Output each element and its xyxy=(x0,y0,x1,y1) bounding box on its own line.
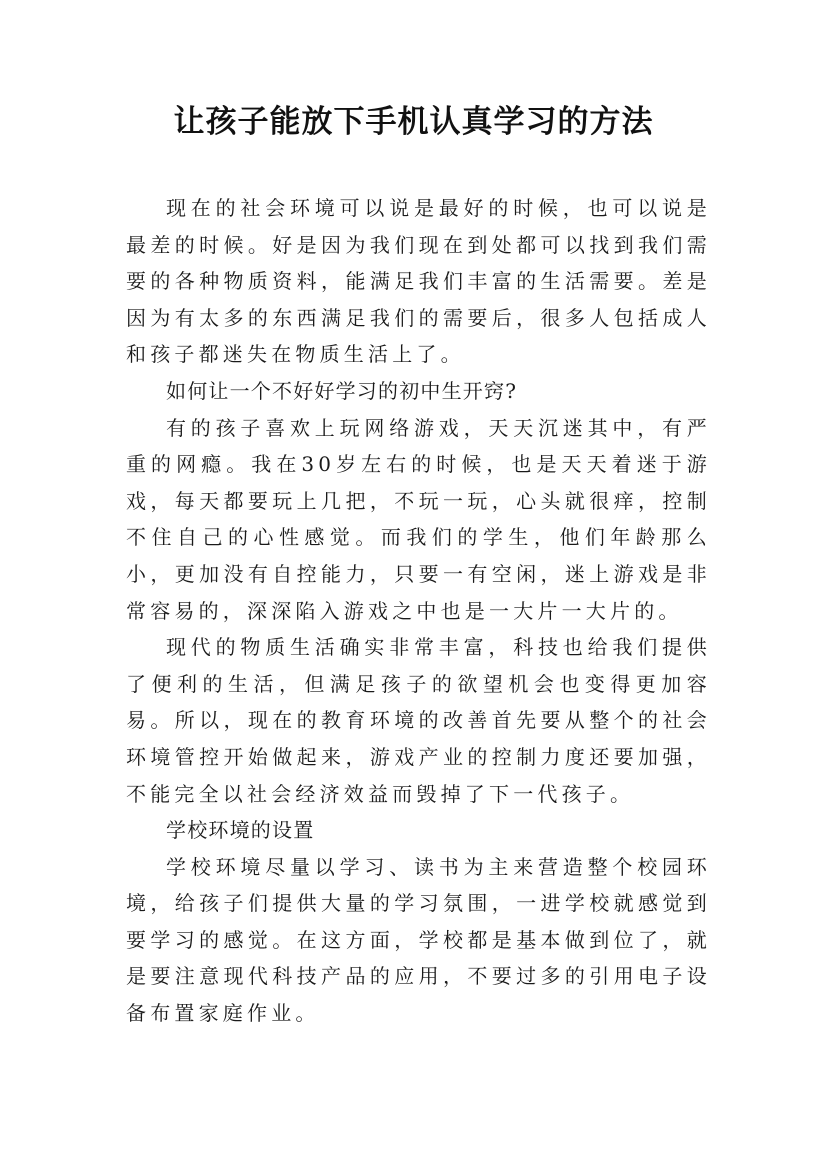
paragraph-games: 有的孩子喜欢上玩网络游戏，天天沉迷其中，有严重的网瘾。我在30岁左右的时候，也是天天着迷于游戏，每天都要玩上几把，不玩一玩，心头就很痒，控制不住自己的心性感觉。而我们的学生，他们年龄那么小，更加没有自控能力，只要一有空闲，迷上游戏是非常容易的，深深陷入游戏之中也是一大片一大片的。 xyxy=(126,415,711,623)
document-title: 让孩子能放下手机认真学习的方法 xyxy=(173,104,654,140)
paragraph-question: 如何让一个不好好学习的初中生开窍? xyxy=(166,378,518,403)
paragraph-material-life: 现代的物质生活确实非常丰富，科技也给我们提供了便利的生活，但满足孩子的欲望机会也变得更加容易。所以，现在的教育环境的改善首先要从整个的社会环境管控开始做起来，游戏产业的控制力度还要加强，不能完全以社会经济效益而毁掉了下一代孩子。 xyxy=(126,635,711,806)
paragraph-intro: 现在的社会环境可以说是最好的时候，也可以说是最差的时候。好是因为我们现在到处都可以找到我们需要的各种物质资料，能满足我们丰富的生活需要。差是因为有太多的东西满足我们的需要后，很多人包括成人和孩子都迷失在物质生活上了。 xyxy=(126,196,711,367)
paragraph-school-heading: 学校环境的设置 xyxy=(166,818,315,843)
document-body xyxy=(126,190,711,1032)
paragraph-school-environment: 学校环境尽量以学习、读书为主来营造整个校园环境，给孩子们提供大量的学习氛围，一进学校就感觉到要学习的感觉。在这方面，学校都是基本做到位了，就是要注意现代科技产品的应用，不要过多的引用电子设备布置家庭作业。 xyxy=(126,854,711,1026)
